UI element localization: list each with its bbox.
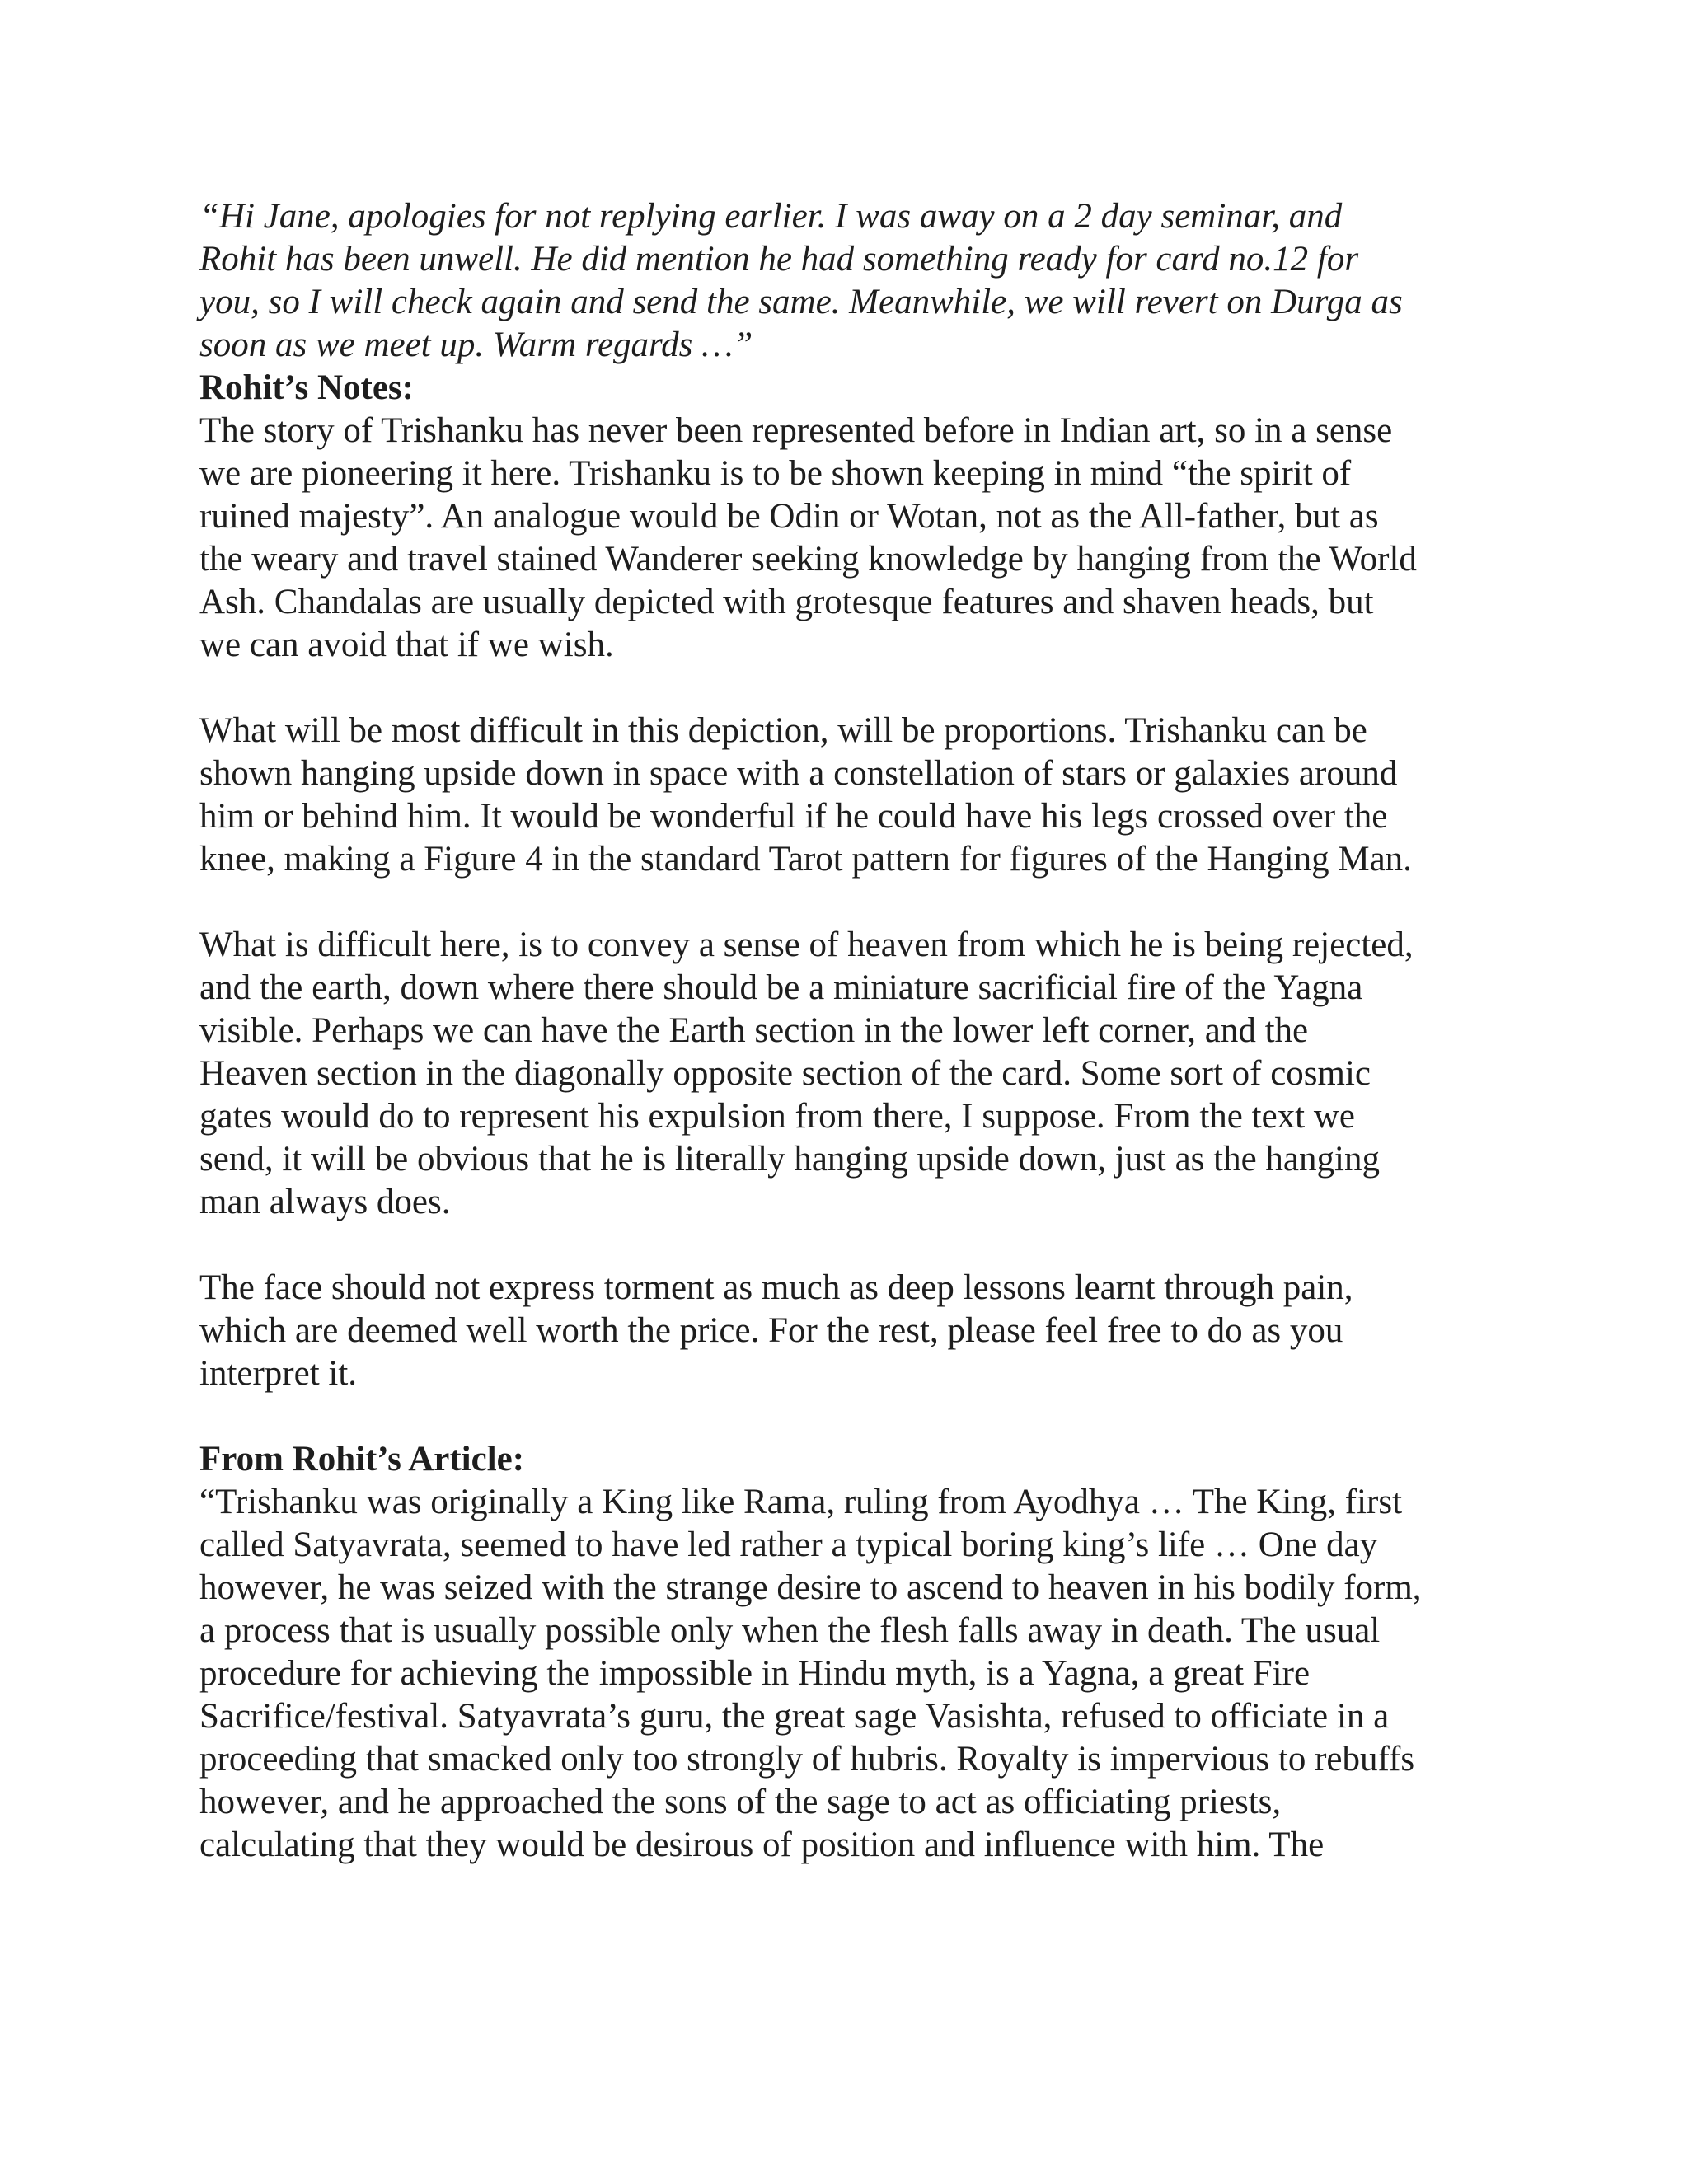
text-line: interpret it.: [199, 1354, 358, 1393]
text-line: the weary and travel stained Wanderer seeking knowledge by hanging from the World: [199, 540, 1417, 579]
text-line: called Satyavrata, seemed to have led rather a typical boring king’s life … One day: [199, 1526, 1378, 1564]
text-line: however, he was seized with the strange desire to ascend to heaven in his bodily form,: [199, 1568, 1422, 1607]
article-paragraph: [199, 1481, 1485, 1867]
text-line: man always does.: [199, 1183, 451, 1221]
email-line: you, so I will check again and send the same. Meanwhile, we will revert on Durga as: [199, 283, 1403, 321]
email-quote: [199, 195, 1485, 367]
text-line: we are pioneering it here. Trishanku is to be shown keeping in mind “the spirit of: [199, 454, 1352, 493]
text-line: Sacrifice/festival. Satyavrata’s guru, the great sage Vasishta, refused to officiate in a: [199, 1697, 1390, 1736]
paragraph-spacer: [199, 881, 1485, 924]
paragraph-spacer: [199, 1224, 1485, 1267]
text-line: “Trishanku was originally a King like Rama, ruling from Ayodhya … The King, first: [199, 1483, 1403, 1521]
text-line: which are deemed well worth the price. For the rest, please feel free to do as you: [199, 1311, 1343, 1350]
text-line: ruined majesty”. An analogue would be Odin or Wotan, not as the All-father, but as: [199, 497, 1379, 536]
text-line: we can avoid that if we wish.: [199, 626, 614, 664]
text-line: Heaven section in the diagonally opposite section of the card. Some sort of cosmic: [199, 1054, 1372, 1093]
text-line: proceeding that smacked only too strongly of hubris. Royalty is impervious to rebuffs: [199, 1740, 1415, 1779]
notes-heading: Rohit’s Notes:: [199, 368, 414, 407]
text-line: procedure for achieving the impossible in Hindu myth, is a Yagna, a great Fire: [199, 1654, 1311, 1693]
text-line: a process that is usually possible only when the flesh falls away in death. The usual: [199, 1611, 1381, 1650]
text-line: The face should not express torment as much as deep lessons learnt through pain,: [199, 1268, 1353, 1307]
text-line: and the earth, down where there should be a miniature sacrificial fire of the Yagna: [199, 968, 1363, 1007]
page-content: [199, 195, 1485, 1867]
notes-paragraph-3: [199, 924, 1485, 1224]
email-line: Rohit has been unwell. He did mention he had something ready for card no.12 for: [199, 240, 1359, 279]
text-line: knee, making a Figure 4 in the standard Tarot pattern for figures of the Hanging Man.: [199, 840, 1412, 879]
text-line: send, it will be obvious that he is literally hanging upside down, just as the hanging: [199, 1140, 1380, 1179]
email-line: soon as we meet up. Warm regards …”: [199, 326, 753, 364]
text-line: however, and he approached the sons of the sage to act as officiating priests,: [199, 1783, 1282, 1821]
text-line: calculating that they would be desirous of position and influence with him. The: [199, 1825, 1325, 1864]
text-line: What is difficult here, is to convey a sense of heaven from which he is being rejected,: [199, 926, 1414, 964]
text-line: shown hanging upside down in space with a constellation of stars or galaxies around: [199, 754, 1398, 793]
email-line: “Hi Jane, apologies for not replying earlier. I was away on a 2 day seminar, and: [199, 197, 1343, 236]
notes-paragraph-1: [199, 410, 1485, 667]
text-line: What will be most difficult in this depiction, will be proportions. Trishanku can be: [199, 711, 1367, 750]
article-heading: From Rohit’s Article:: [199, 1440, 525, 1479]
paragraph-spacer: [199, 667, 1485, 710]
paragraph-spacer: [199, 1395, 1485, 1438]
notes-paragraph-2: [199, 710, 1485, 881]
text-line: Ash. Chandalas are usually depicted with grotesque features and shaven heads, but: [199, 583, 1374, 621]
text-line: visible. Perhaps we can have the Earth section in the lower left corner, and the: [199, 1011, 1309, 1050]
notes-paragraph-4: [199, 1267, 1485, 1395]
text-line: him or behind him. It would be wonderful if he could have his legs crossed over the: [199, 797, 1388, 836]
text-line: gates would do to represent his expulsion from there, I suppose. From the text we: [199, 1097, 1355, 1136]
text-line: The story of Trishanku has never been represented before in Indian art, so in a sense: [199, 411, 1393, 450]
